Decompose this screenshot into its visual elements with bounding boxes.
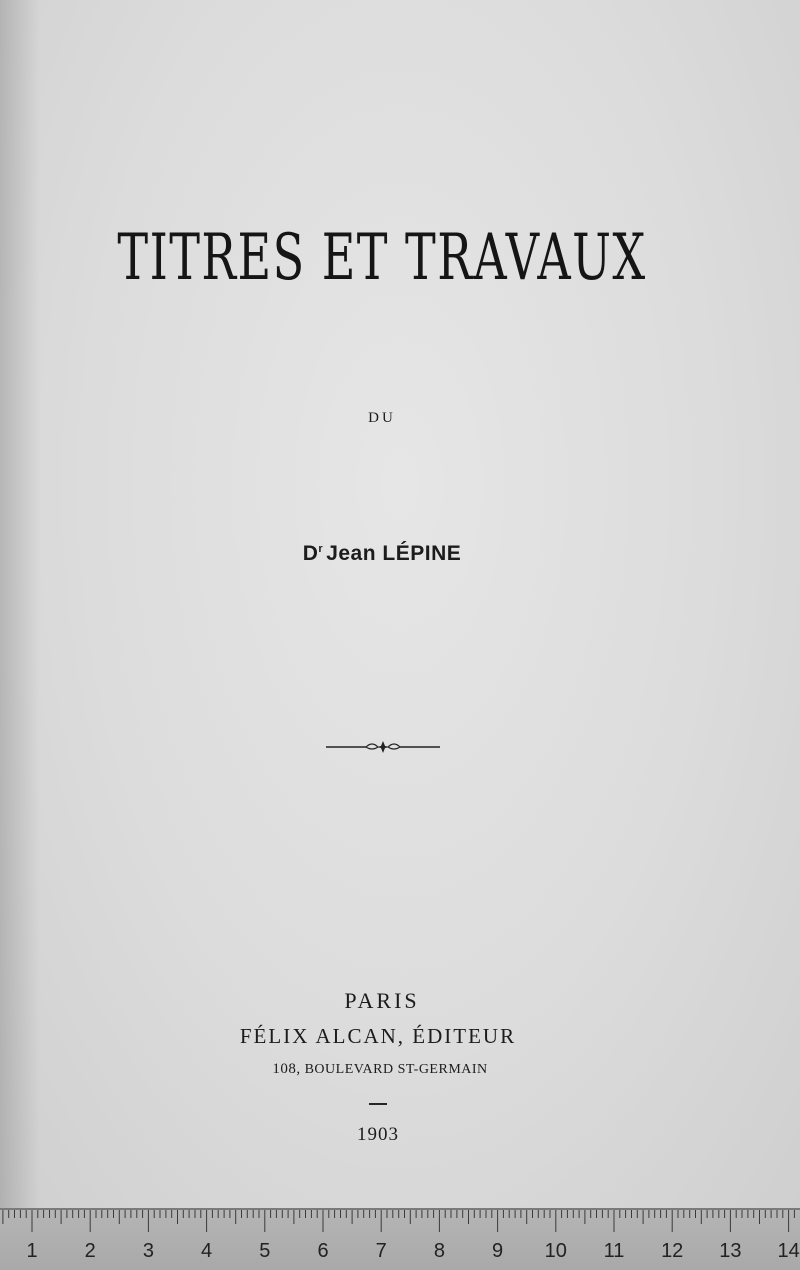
ruler-label: 7 <box>375 1240 387 1262</box>
ruler-label: 9 <box>492 1240 504 1262</box>
divider-dash <box>369 1103 387 1105</box>
page-title: TITRES ET TRAVAUX <box>117 221 647 295</box>
ruler-label: 2 <box>84 1240 96 1262</box>
publisher-city: PARIS <box>344 988 420 1013</box>
publisher-name: FÉLIX ALCAN, ÉDITEUR <box>239 1024 517 1048</box>
preposition-label: DU <box>368 410 396 426</box>
ruler-label: 10 <box>544 1240 567 1262</box>
publisher-address <box>0 1061 780 1078</box>
ruler-label: 4 <box>201 1240 213 1262</box>
ruler-label: 12 <box>661 1240 684 1262</box>
ruler-label: 8 <box>433 1240 445 1262</box>
ruler-label: 14 <box>777 1240 800 1262</box>
ruler-label: 5 <box>259 1240 271 1262</box>
publication-year: 1903 <box>357 1124 399 1145</box>
author-name <box>0 542 782 566</box>
author-title-prefix: D <box>302 542 319 565</box>
ornament-divider-icon <box>326 738 440 754</box>
measurement-ruler <box>0 1208 800 1270</box>
ruler-scale <box>0 1210 800 1270</box>
ruler-label: 6 <box>317 1240 329 1262</box>
ruler-label: 3 <box>142 1240 154 1262</box>
ruler-label: 11 <box>603 1240 625 1262</box>
ruler-label: 13 <box>719 1240 742 1262</box>
author-full-name: Jean LÉPINE <box>326 542 462 565</box>
author-title-superscript: r <box>318 543 324 555</box>
address-number: 108, <box>272 1061 301 1077</box>
address-street: BOULEVARD ST-GERMAIN <box>304 1062 488 1077</box>
ruler-label: 1 <box>26 1240 38 1262</box>
